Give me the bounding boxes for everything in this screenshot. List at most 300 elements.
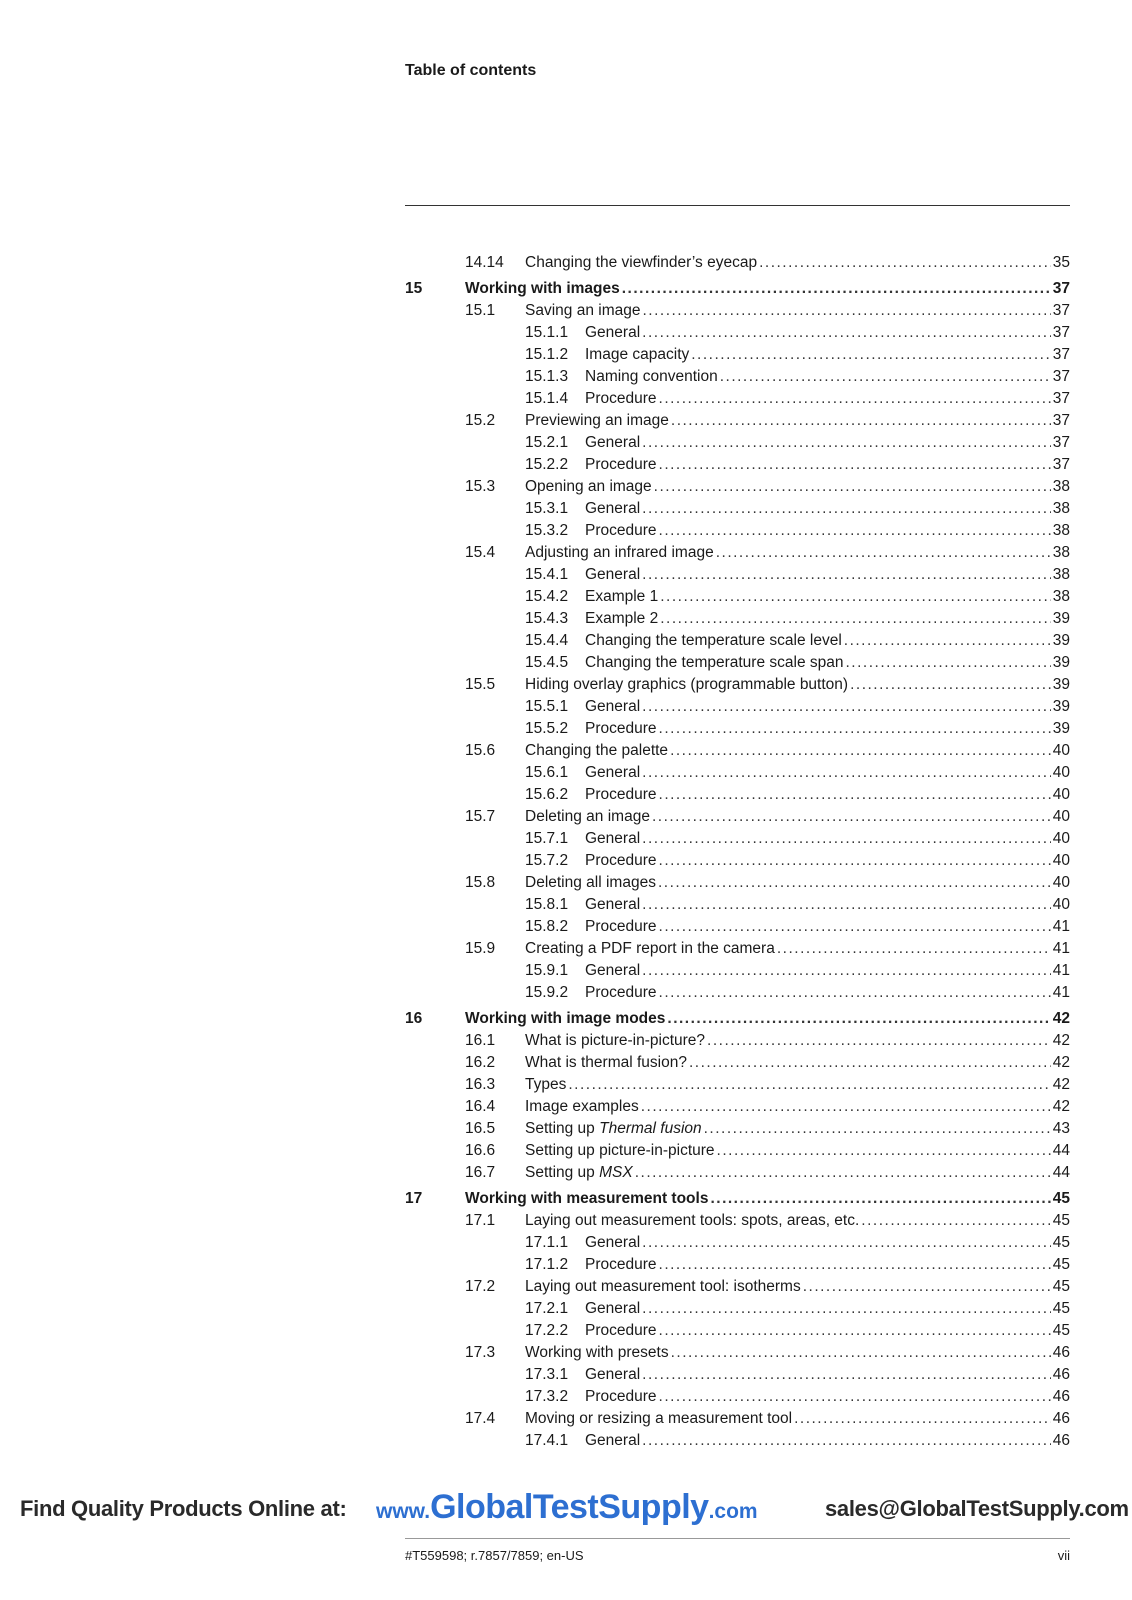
toc-leader-dots bbox=[642, 1432, 1051, 1450]
toc-entry[interactable] bbox=[405, 936, 1070, 958]
toc-entry-title-text: Changing the viewfinder’s eyecap bbox=[525, 254, 758, 271]
toc-entry-number: 15.4.1 bbox=[525, 566, 569, 583]
toc-entry-number: 16.6 bbox=[465, 1142, 496, 1159]
toc-entry-title-text: General bbox=[585, 1300, 641, 1317]
toc-entry-title bbox=[525, 808, 650, 826]
toc-entry-title-text: General bbox=[585, 830, 641, 847]
promo-site-suffix: .com bbox=[708, 1500, 758, 1523]
toc-entry[interactable] bbox=[405, 694, 1070, 716]
toc-leader-dots bbox=[850, 676, 1051, 694]
toc-entry-title-text: Procedure bbox=[585, 720, 657, 737]
toc-entry-page: 40 bbox=[1052, 896, 1070, 913]
toc-leader-dots bbox=[659, 1388, 1051, 1406]
toc-entry-page: 42 bbox=[1052, 1032, 1070, 1049]
toc-entry[interactable] bbox=[405, 782, 1070, 804]
toc-leader-dots bbox=[642, 1366, 1051, 1384]
toc-entry-page: 40 bbox=[1052, 764, 1070, 781]
toc-entry-page: 42 bbox=[1052, 1098, 1070, 1115]
toc-entry-number: 15.1.2 bbox=[525, 346, 569, 363]
toc-entry-title-text: Adjusting an infrared image bbox=[525, 544, 714, 561]
toc-entry-title-text: Setting up bbox=[525, 1164, 600, 1181]
toc-entry[interactable] bbox=[405, 474, 1070, 496]
toc-entry-number: 15 bbox=[405, 280, 423, 297]
toc-entry-title bbox=[525, 1278, 801, 1296]
toc-entry-title-text: Changing the temperature scale level bbox=[585, 632, 842, 649]
toc-entry-title-text: Opening an image bbox=[525, 478, 652, 495]
toc-entry-page: 41 bbox=[1052, 962, 1070, 979]
toc-entry-title bbox=[585, 500, 640, 518]
toc-entry-title bbox=[465, 280, 620, 298]
toc-leader-dots bbox=[659, 390, 1051, 408]
toc-entry-title bbox=[525, 1344, 669, 1362]
toc-leader-dots bbox=[659, 720, 1051, 738]
footer-page-number: vii bbox=[1057, 1548, 1070, 1563]
toc-entry[interactable] bbox=[405, 848, 1070, 870]
toc-entry-title-italic: MSX bbox=[599, 1164, 633, 1181]
toc-entry-page: 40 bbox=[1052, 786, 1070, 803]
toc-entry-page: 40 bbox=[1052, 852, 1070, 869]
toc-entry-number: 15.2.1 bbox=[525, 434, 569, 451]
toc-leader-dots bbox=[710, 1190, 1050, 1208]
toc-entry-title bbox=[585, 764, 640, 782]
toc-entry[interactable] bbox=[405, 1274, 1070, 1296]
toc-entry-title bbox=[585, 830, 640, 848]
toc-leader-dots bbox=[716, 544, 1051, 562]
toc-entry-title-italic: Thermal fusion bbox=[599, 1120, 702, 1137]
toc-entry-title bbox=[585, 390, 657, 408]
toc-entry-page: 39 bbox=[1052, 720, 1070, 737]
toc-entry-title-text: General bbox=[585, 896, 641, 913]
toc-entry-title-text: Procedure bbox=[585, 918, 657, 935]
toc-entry[interactable] bbox=[405, 1406, 1070, 1428]
toc-leader-dots bbox=[642, 324, 1051, 342]
toc-entry[interactable] bbox=[405, 716, 1070, 738]
toc-entry-title bbox=[525, 544, 714, 562]
toc-entry[interactable] bbox=[405, 1230, 1070, 1252]
toc-entry[interactable] bbox=[405, 1384, 1070, 1406]
toc-leader-dots bbox=[844, 632, 1051, 650]
toc-entry-number: 15.7.2 bbox=[525, 852, 569, 869]
toc-entry-title-text: General bbox=[585, 1432, 641, 1449]
toc-entry-title bbox=[585, 896, 640, 914]
toc-entry[interactable] bbox=[405, 540, 1070, 562]
toc-entry-number: 15.8 bbox=[465, 874, 496, 891]
toc-entry-page: 45 bbox=[1052, 1212, 1070, 1229]
toc-entry[interactable] bbox=[405, 584, 1070, 606]
promo-tagline: Find Quality Products Online at: bbox=[20, 1496, 347, 1521]
page-header-title: Table of contents bbox=[405, 62, 537, 79]
toc-entry-number: 15.1.4 bbox=[525, 390, 569, 407]
toc-entry-number: 15.9 bbox=[465, 940, 496, 957]
toc-entry-title-text: Procedure bbox=[585, 1388, 657, 1405]
toc-entry-title-text: Procedure bbox=[585, 1322, 657, 1339]
toc-entry[interactable] bbox=[405, 672, 1070, 694]
toc-entry-title-text: Example 2 bbox=[585, 610, 659, 627]
toc-entry[interactable] bbox=[405, 1186, 1070, 1208]
toc-entry-number: 17.4 bbox=[465, 1410, 496, 1427]
toc-entry[interactable] bbox=[405, 518, 1070, 540]
promo-website-link[interactable] bbox=[376, 1488, 758, 1527]
toc-entry[interactable] bbox=[405, 870, 1070, 892]
toc-entry[interactable] bbox=[405, 1252, 1070, 1274]
toc-entry-title-text: Image examples bbox=[525, 1098, 639, 1115]
toc-entry-title bbox=[585, 588, 658, 606]
toc-leader-dots bbox=[642, 302, 1050, 320]
toc-entry-title-text: General bbox=[585, 324, 641, 341]
toc-entry-number: 16.7 bbox=[465, 1164, 496, 1181]
toc-entry-title bbox=[525, 1142, 715, 1160]
toc-entry-title-text: Working with measurement tools bbox=[465, 1190, 709, 1207]
toc-entry-title-text: Image capacity bbox=[585, 346, 690, 363]
toc-entry-title-text: Laying out measurement tool: isotherms bbox=[525, 1278, 801, 1295]
toc-leader-dots bbox=[642, 1234, 1051, 1252]
toc-entry[interactable] bbox=[405, 738, 1070, 760]
toc-entry-title-text: Laying out measurement tools: spots, areas, etc. bbox=[525, 1212, 860, 1229]
toc-leader-dots bbox=[691, 346, 1051, 364]
toc-entry-page: 37 bbox=[1052, 368, 1070, 385]
toc-entry-number: 17.2.1 bbox=[525, 1300, 569, 1317]
toc-entry-title-text: What is thermal fusion? bbox=[525, 1054, 687, 1071]
toc-entry-title-text: Hiding overlay graphics (programmable button) bbox=[525, 676, 849, 693]
toc-entry-number: 15.6.1 bbox=[525, 764, 569, 781]
toc-leader-dots bbox=[658, 874, 1051, 892]
toc-entry-title-text: General bbox=[585, 764, 641, 781]
toc-entry-number: 17.1.2 bbox=[525, 1256, 569, 1273]
toc-entry-page: 46 bbox=[1052, 1344, 1070, 1361]
toc-entry-number: 15.9.2 bbox=[525, 984, 569, 1001]
toc-entry-title-text: Procedure bbox=[585, 1256, 657, 1273]
promo-site-prefix: www. bbox=[376, 1500, 431, 1523]
toc-entry-title bbox=[525, 254, 757, 272]
toc-entry-title-text: General bbox=[585, 566, 641, 583]
toc-leader-dots bbox=[659, 1322, 1051, 1340]
toc-entry-title bbox=[525, 1076, 566, 1094]
toc-entry-number: 16.1 bbox=[465, 1032, 496, 1049]
toc-entry[interactable] bbox=[405, 804, 1070, 826]
toc-entry-title bbox=[525, 1032, 705, 1050]
toc-leader-dots bbox=[652, 808, 1051, 826]
toc-leader-dots bbox=[642, 698, 1051, 716]
toc-leader-dots bbox=[671, 1344, 1051, 1362]
toc-entry-page: 40 bbox=[1052, 830, 1070, 847]
toc-entry[interactable] bbox=[405, 892, 1070, 914]
toc-entry-page: 45 bbox=[1052, 1300, 1070, 1317]
toc-entry-page: 46 bbox=[1052, 1366, 1070, 1383]
toc-entry-number: 15.4 bbox=[465, 544, 496, 561]
toc-entry-number: 15.6 bbox=[465, 742, 496, 759]
toc-entry-number: 17 bbox=[405, 1190, 423, 1207]
toc-entry-title bbox=[585, 434, 640, 452]
toc-entry-number: 15.5.2 bbox=[525, 720, 569, 737]
footer-doc-id: #T559598; r.7857/7859; en-US bbox=[405, 1548, 584, 1563]
toc-entry-number: 17.3.2 bbox=[525, 1388, 569, 1405]
toc-entry-page: 37 bbox=[1052, 434, 1070, 451]
promo-site-main: GlobalTestSupply bbox=[430, 1488, 709, 1526]
toc-entry-title-text: Working with image modes bbox=[465, 1010, 666, 1027]
toc-leader-dots bbox=[642, 896, 1051, 914]
toc-entry-page: 37 bbox=[1052, 390, 1070, 407]
toc-entry-page: 42 bbox=[1052, 1010, 1070, 1027]
toc-entry-title-text: Procedure bbox=[585, 522, 657, 539]
toc-entry-number: 15.3.1 bbox=[525, 500, 569, 517]
toc-leader-dots bbox=[846, 654, 1051, 672]
toc-entry[interactable] bbox=[405, 342, 1070, 364]
toc-entry-number: 17.1.1 bbox=[525, 1234, 569, 1251]
toc-entry-page: 39 bbox=[1052, 610, 1070, 627]
toc-entry[interactable] bbox=[405, 1428, 1070, 1450]
toc-entry-title bbox=[525, 1212, 859, 1230]
toc-entry[interactable] bbox=[405, 1208, 1070, 1230]
toc-entry-page: 46 bbox=[1052, 1388, 1070, 1405]
toc-entry-title-text: Working with presets bbox=[525, 1344, 669, 1361]
toc-entry[interactable] bbox=[405, 914, 1070, 936]
toc-entry[interactable] bbox=[405, 1296, 1070, 1318]
toc-leader-dots bbox=[659, 456, 1051, 474]
toc-entry-title bbox=[525, 412, 669, 430]
toc-entry-title bbox=[525, 1120, 702, 1138]
toc-entry-title-text: General bbox=[585, 962, 641, 979]
toc-entry-number: 15.8.1 bbox=[525, 896, 569, 913]
toc-entry-title bbox=[585, 632, 842, 650]
toc-entry-title bbox=[525, 742, 668, 760]
toc-entry-title-text: Setting up picture-in-picture bbox=[525, 1142, 715, 1159]
toc-leader-dots bbox=[654, 478, 1051, 496]
toc-leader-dots bbox=[667, 1010, 1050, 1028]
toc-entry-page: 39 bbox=[1052, 654, 1070, 671]
toc-entry-number: 15.3.2 bbox=[525, 522, 569, 539]
toc-entry[interactable] bbox=[405, 1072, 1070, 1094]
toc-leader-dots bbox=[670, 742, 1051, 760]
toc-entry-number: 15.7.1 bbox=[525, 830, 569, 847]
toc-leader-dots bbox=[803, 1278, 1051, 1296]
toc-leader-dots bbox=[659, 984, 1051, 1002]
toc-entry-number: 15.1 bbox=[465, 302, 496, 319]
toc-entry-title bbox=[525, 1410, 792, 1428]
toc-entry-title bbox=[525, 676, 848, 694]
toc-entry-title bbox=[585, 654, 844, 672]
toc-leader-dots bbox=[759, 254, 1051, 272]
toc-entry-page: 45 bbox=[1052, 1278, 1070, 1295]
footer-divider bbox=[405, 1538, 1070, 1539]
toc-entry[interactable] bbox=[405, 562, 1070, 584]
toc-leader-dots bbox=[641, 1098, 1051, 1116]
toc-entry[interactable] bbox=[405, 386, 1070, 408]
toc-entry-title-text: Previewing an image bbox=[525, 412, 669, 429]
toc-entry[interactable] bbox=[405, 1116, 1070, 1138]
toc-entry[interactable] bbox=[405, 430, 1070, 452]
toc-entry-title bbox=[585, 962, 640, 980]
toc-leader-dots bbox=[659, 918, 1051, 936]
toc-entry-title bbox=[585, 522, 657, 540]
toc-entry-page: 43 bbox=[1052, 1120, 1070, 1137]
toc-entry-title bbox=[585, 610, 658, 628]
toc-entry-page: 45 bbox=[1052, 1322, 1070, 1339]
toc-entry-page: 40 bbox=[1052, 874, 1070, 891]
toc-entry-number: 14.14 bbox=[465, 254, 504, 271]
toc-entry[interactable] bbox=[405, 1028, 1070, 1050]
toc-entry-title bbox=[585, 1432, 640, 1450]
toc-entry[interactable] bbox=[405, 276, 1070, 298]
toc-entry-title-text: Procedure bbox=[585, 852, 657, 869]
toc-entry-title bbox=[585, 324, 640, 342]
toc-leader-dots bbox=[777, 940, 1051, 958]
toc-entry-title-text: General bbox=[585, 500, 641, 517]
toc-entry-title bbox=[465, 1190, 708, 1208]
toc-entry[interactable] bbox=[405, 364, 1070, 386]
toc-leader-dots bbox=[642, 566, 1051, 584]
toc-entry-number: 15.5 bbox=[465, 676, 496, 693]
toc-leader-dots bbox=[707, 1032, 1051, 1050]
toc-entry-title bbox=[585, 368, 718, 386]
toc-entry-title-text: General bbox=[585, 698, 641, 715]
toc-entry-page: 44 bbox=[1052, 1164, 1070, 1181]
toc-entry-number: 15.2.2 bbox=[525, 456, 569, 473]
toc-entry[interactable] bbox=[405, 760, 1070, 782]
toc-entry-title-text: Saving an image bbox=[525, 302, 641, 319]
toc-leader-dots bbox=[861, 1212, 1050, 1230]
toc-entry-title-text: General bbox=[585, 434, 641, 451]
toc-leader-dots bbox=[642, 764, 1051, 782]
toc-entry[interactable] bbox=[405, 496, 1070, 518]
toc-entry-number: 15.3 bbox=[465, 478, 496, 495]
toc-entry-page: 38 bbox=[1052, 478, 1070, 495]
toc-leader-dots bbox=[642, 1300, 1051, 1318]
toc-entry[interactable] bbox=[405, 452, 1070, 474]
toc-entry-title-text: General bbox=[585, 1234, 641, 1251]
toc-entry-number: 15.7 bbox=[465, 808, 496, 825]
toc-entry-title-text: Deleting an image bbox=[525, 808, 650, 825]
toc-entry-page: 38 bbox=[1052, 522, 1070, 539]
toc-entry-page: 46 bbox=[1052, 1410, 1070, 1427]
toc-entry-page: 39 bbox=[1052, 676, 1070, 693]
toc-leader-dots bbox=[704, 1120, 1051, 1138]
toc-leader-dots bbox=[642, 962, 1051, 980]
toc-leader-dots bbox=[660, 588, 1051, 606]
toc-entry-title bbox=[525, 1098, 639, 1116]
toc-entry-page: 38 bbox=[1052, 544, 1070, 561]
toc-entry[interactable] bbox=[405, 298, 1070, 320]
toc-entry-number: 16.5 bbox=[465, 1120, 496, 1137]
toc-entry-title bbox=[585, 852, 657, 870]
toc-entry-title-text: Procedure bbox=[585, 786, 657, 803]
toc-entry-title-text: Creating a PDF report in the camera bbox=[525, 940, 775, 957]
header-divider bbox=[405, 205, 1070, 206]
toc-entry-title-text: Procedure bbox=[585, 390, 657, 407]
toc-entry-title bbox=[585, 456, 657, 474]
toc-leader-dots bbox=[689, 1054, 1051, 1072]
toc-entry-number: 17.3.1 bbox=[525, 1366, 569, 1383]
toc-leader-dots bbox=[642, 500, 1051, 518]
toc-entry-title bbox=[585, 918, 657, 936]
toc-entry-page: 46 bbox=[1052, 1432, 1070, 1449]
toc-entry[interactable] bbox=[405, 628, 1070, 650]
toc-entry-number: 16.3 bbox=[465, 1076, 496, 1093]
toc-leader-dots bbox=[659, 1256, 1051, 1274]
toc-entry-page: 41 bbox=[1052, 918, 1070, 935]
toc-entry-page: 42 bbox=[1052, 1054, 1070, 1071]
toc-entry-page: 42 bbox=[1052, 1076, 1070, 1093]
toc-entry-number: 16 bbox=[405, 1010, 423, 1027]
toc-entry-number: 15.4.3 bbox=[525, 610, 569, 627]
toc-entry-title bbox=[525, 1054, 687, 1072]
toc-entry-number: 15.4.4 bbox=[525, 632, 569, 649]
toc-entry-title bbox=[585, 698, 640, 716]
toc-entry-page: 35 bbox=[1052, 254, 1070, 271]
toc-entry-page: 37 bbox=[1052, 302, 1070, 319]
toc-entry-title-text: Changing the palette bbox=[525, 742, 669, 759]
toc-entry[interactable] bbox=[405, 1094, 1070, 1116]
toc-entry[interactable] bbox=[405, 408, 1070, 430]
toc-entry-title bbox=[585, 786, 657, 804]
toc-entry[interactable] bbox=[405, 1006, 1070, 1028]
toc-entry-title-text: Types bbox=[525, 1076, 567, 1093]
toc-entry-title-text: Working with images bbox=[465, 280, 620, 297]
toc-entry-number: 15.5.1 bbox=[525, 698, 569, 715]
toc-entry[interactable] bbox=[405, 980, 1070, 1002]
toc-entry-title bbox=[585, 346, 689, 364]
toc-entry-page: 40 bbox=[1052, 742, 1070, 759]
toc-entry[interactable] bbox=[405, 1160, 1070, 1182]
toc-entry-page: 37 bbox=[1052, 456, 1070, 473]
toc-entry-page: 38 bbox=[1052, 588, 1070, 605]
toc-entry-page: 44 bbox=[1052, 1142, 1070, 1159]
toc-entry-title bbox=[585, 1322, 657, 1340]
toc-entry-page: 41 bbox=[1052, 984, 1070, 1001]
toc-leader-dots bbox=[659, 522, 1051, 540]
toc-entry-title bbox=[585, 1256, 657, 1274]
toc-entry[interactable] bbox=[405, 1050, 1070, 1072]
toc-entry[interactable] bbox=[405, 606, 1070, 628]
toc-entry-page: 45 bbox=[1052, 1256, 1070, 1273]
toc-entry[interactable] bbox=[405, 250, 1070, 272]
promo-email-link[interactable]: sales@GlobalTestSupply.com bbox=[825, 1496, 1129, 1521]
toc-entry-title-text: Setting up bbox=[525, 1120, 600, 1137]
toc-entry-title bbox=[585, 720, 657, 738]
toc-entry[interactable] bbox=[405, 1318, 1070, 1340]
toc-entry[interactable] bbox=[405, 958, 1070, 980]
toc-entry-number: 15.2 bbox=[465, 412, 496, 429]
toc-entry[interactable] bbox=[405, 826, 1070, 848]
toc-entry[interactable] bbox=[405, 1340, 1070, 1362]
toc-entry-number: 15.1.1 bbox=[525, 324, 569, 341]
toc-entry-number: 16.2 bbox=[465, 1054, 496, 1071]
toc-entry-title bbox=[585, 1366, 640, 1384]
toc-entry[interactable] bbox=[405, 650, 1070, 672]
toc-entry-page: 45 bbox=[1052, 1190, 1070, 1207]
toc-entry-title-text: Moving or resizing a measurement tool bbox=[525, 1410, 793, 1427]
toc-entry-number: 17.3 bbox=[465, 1344, 496, 1361]
toc-entry-title bbox=[525, 874, 656, 892]
toc-entry-number: 16.4 bbox=[465, 1098, 496, 1115]
toc-entry[interactable] bbox=[405, 1138, 1070, 1160]
toc-entry-title bbox=[585, 566, 640, 584]
toc-entry-title-text: What is picture-in-picture? bbox=[525, 1032, 706, 1049]
toc-leader-dots bbox=[568, 1076, 1050, 1094]
toc-entry-title-text: General bbox=[585, 1366, 641, 1383]
toc-entry-number: 17.2.2 bbox=[525, 1322, 569, 1339]
toc-entry-title bbox=[525, 478, 652, 496]
toc-leader-dots bbox=[660, 610, 1051, 628]
toc-entry-number: 15.6.2 bbox=[525, 786, 569, 803]
toc-entry[interactable] bbox=[405, 320, 1070, 342]
toc-leader-dots bbox=[659, 852, 1051, 870]
toc-entry-page: 38 bbox=[1052, 500, 1070, 517]
toc-entry-page: 39 bbox=[1052, 698, 1070, 715]
toc-entry-page: 39 bbox=[1052, 632, 1070, 649]
toc-entry-page: 41 bbox=[1052, 940, 1070, 957]
toc-entry-title bbox=[585, 1300, 640, 1318]
toc-entry[interactable] bbox=[405, 1362, 1070, 1384]
